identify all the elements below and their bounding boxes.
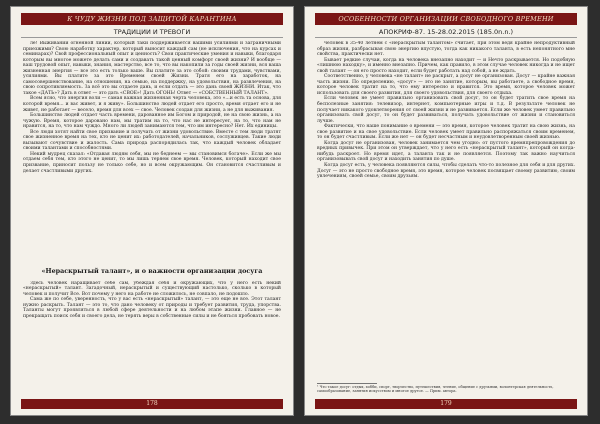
left-page-number: 178 <box>21 399 283 409</box>
paragraph: Фактически, что наше понимание о времени — это время, которое человек тратит на свою жизнь, на свое развитие и на свое удовольствие. Если человек умеет правильно распоряжаться своим временем, то он будет счастливым. Если же нет — он будет несчастным и неудовлетворенным своей жизнью. <box>317 124 575 141</box>
paragraph: Когда досуг есть, у человека появляются силы, чтобы сделать что-то полезное для себя и для других. Досуг — это не просто свободное время, это время, которое человек посвящает своему развитию, своим увлечениям, своей семье, своим друзьям. <box>317 163 575 180</box>
paragraph: Бывает редкие случаи, когда на человека внезапно находит — и Нечто раскрывается. Но подобную «лишнюю находку», и именно внезапно. Причем, как правило, в этом случае человек никогда и не ищет свой талант — он его просто находит, если будет работать над собой, а не ждать. <box>317 57 575 74</box>
right-page <box>304 6 588 416</box>
paragraph: Большинство людей отдает часть времени, дарованное им Богом и природой, не на свою жизнь, а на чужую. Время, которое даровано нам, мы тратим на то, что нас не интересует, на то, что нам не нравится, на то, что нам чуждо. Много ли людей занимаются тем, что им интересно? Нет. Их единицы. <box>23 113 281 130</box>
paragraph: Здесь человек наращивает себе сам, убеждая себя и окружающих, что у него есть некий «нераскрытый» талант. Загадочный, нераскрытый и существующий настолько, сколько в который человек и получит Все. Вот почему у него на работе не сложилось, не совпало, не подошло. <box>23 280 281 297</box>
footnote: ¹ Что такое досуг: отдых, хобби, спорт, творчество, путешествия, чтение, общение с друзьями, волонтерская деятельность, самообразование, занятия искусством и многое другое. — Прим. автора. <box>317 385 554 394</box>
paragraph: Всем ясно, что энергия воли — самая важная жизненная черта человека, это «...и есть та основа, для которой время... и вас живет, и я живу». Большинство людей отдает его просто, время отдает его и не живет, не работает — весело, время для всех — свое. Человек создан для жизни, а не для выживания. <box>23 96 281 113</box>
paragraph: Некий мудрец сказал: «Отдавая людям себя, мы не беднеем — мы становимся богаче». Если же мы отдаем себя тем, кто этого не ценит, то мы лишь теряем свое время. Человек, который находит свое призвание, приносит пользу не только себе, но и всем окружающим. Он становится счастливым и делает счастливыми других. <box>23 151 281 174</box>
paragraph: Когда досуг не организован, человек занимается чем угодно: от пустого времяпрепровождения до вредных привычек. При этом он утверждает, что у него есть «нераскрытый талант», который он когда-нибудь раскроет. Но время идет, а таланта так и не появляется. Поэтому так важно научиться организовывать свой досуг и находить занятия по душе. <box>317 140 575 163</box>
right-page-issue-line: АПОКРИФ-87. 15-28.02.2015 (185.0n.n.) <box>315 27 577 38</box>
footnote-divider <box>317 383 377 384</box>
paragraph: Все люди хотят найти свое призвание и получать от жизни удовольствие. Вместе с тем люди тратят свое жизненное время на тех, кто не ценит их: работодателей, начальников, сослуживцев. Такие люди вызывают сочувствие и жалость. Сама природа распорядилась так, что каждый человек обладает своими талантами и способностями. <box>23 129 281 152</box>
section-heading: «Нераскрытый талант», и о важности организации досуга <box>41 267 263 275</box>
left-page-banner: К ЧУДУ ЖИЗНИ ПОД ЗАЩИТОЙ КАРАНТИНА <box>21 13 283 25</box>
right-page-number: 179 <box>315 399 577 409</box>
paragraph: Если человек не умеет правильно организовать свой досуг, то он будет тратить свое время на бесполезные занятия: телевизор, интернет, компьютерные игры и т.д. В результате человек не получает никакого удовлетворения от своей жизни и не развивается. Если же человек умеет правильно организовать свой досуг, то он будет развиваться, получать удовольствие от жизни и становиться лучше. <box>317 96 575 124</box>
left-page <box>10 6 294 416</box>
paragraph: ле! Выживании огненной линии, который таки поддерживается вашими усилиями и заграничными приезжими? Свою наработку характер, который выносит каждый сам (не исключения, что на курсах и семинарах)? Свой профессиональный опыт и ценность? Свои практические умения и навыки, благодаря которым вы многое можете делать сами и создавать такой ценный комфорт своей жизни? И вообще — ваш трудовой опыт, навыки, знания, мастерство, все то, что вы накопили за годы своей жизни, вся ваша жизненная энергия — все это есть только ваше. Вы платите за это собой: своими трудами, чувствами, усилиями. Вы платите за это Временем своей Жизни. Тратя его на заработок, на самосовершенствование, на отношения, на семью, на поддержку, на удовольствия, на развлечения, на свою сопротивляемость. За всё это вы отдаете дань, и если отдать — это дань своей ЖИЗНИ. Итак, что такое «ДАТЬ»? Дать в ответ — это дать «СВОЕ»! Дать ОГОНЬ! Ответ — «СОБСТВЕННЫЙ ТАЛАНТ». <box>23 41 281 96</box>
paragraph: человек в 35-40 летнем с «нераскрытым талантом» считает, при этом ведя крайне непродуктивный образ жизни, разбрасывая свою энергию впустую, тогда как никакого таланта, в есть непонятного мне свойства, практически нет. <box>317 41 575 58</box>
left-page-body-bottom <box>23 281 281 389</box>
paragraph: Соответственно, у человека «не талант» не раскрыт, а досуг не организован. Досуг — крайне важная часть жизни. По определению, «досуг» — это не занятие, которым, вы работаете, а свободное время, которое человек тратит на то, что ему интересно и нравится. Это время, которое человек может использовать для своего развития, для своего удовольствия, для своего отдыха. <box>317 74 575 96</box>
paragraph: Сама же по себе, уверенность, что у вас есть «нераскрытый» талант, — это еще не все. Этот талант нужно раскрыть. Талант — это то, что дано человеку от природы и требует развития, труда, упорства. Таланты могут проявляться в любой сфере деятельности и на любом этапе жизни. Главное — не прекращать поиск себя и своего дела, не терять веры в собственные силы и не бояться пробовать новое. <box>23 297 281 319</box>
left-page-body-top <box>23 41 281 259</box>
left-page-section-title: ТРАДИЦИИ И ТРЕВОГИ <box>21 27 283 38</box>
right-page-banner: ОСОБЕННОСТИ ОРГАНИЗАЦИИ СВОБОДНОГО ВРЕМЕНИ <box>315 13 577 25</box>
right-page-body <box>317 41 575 381</box>
